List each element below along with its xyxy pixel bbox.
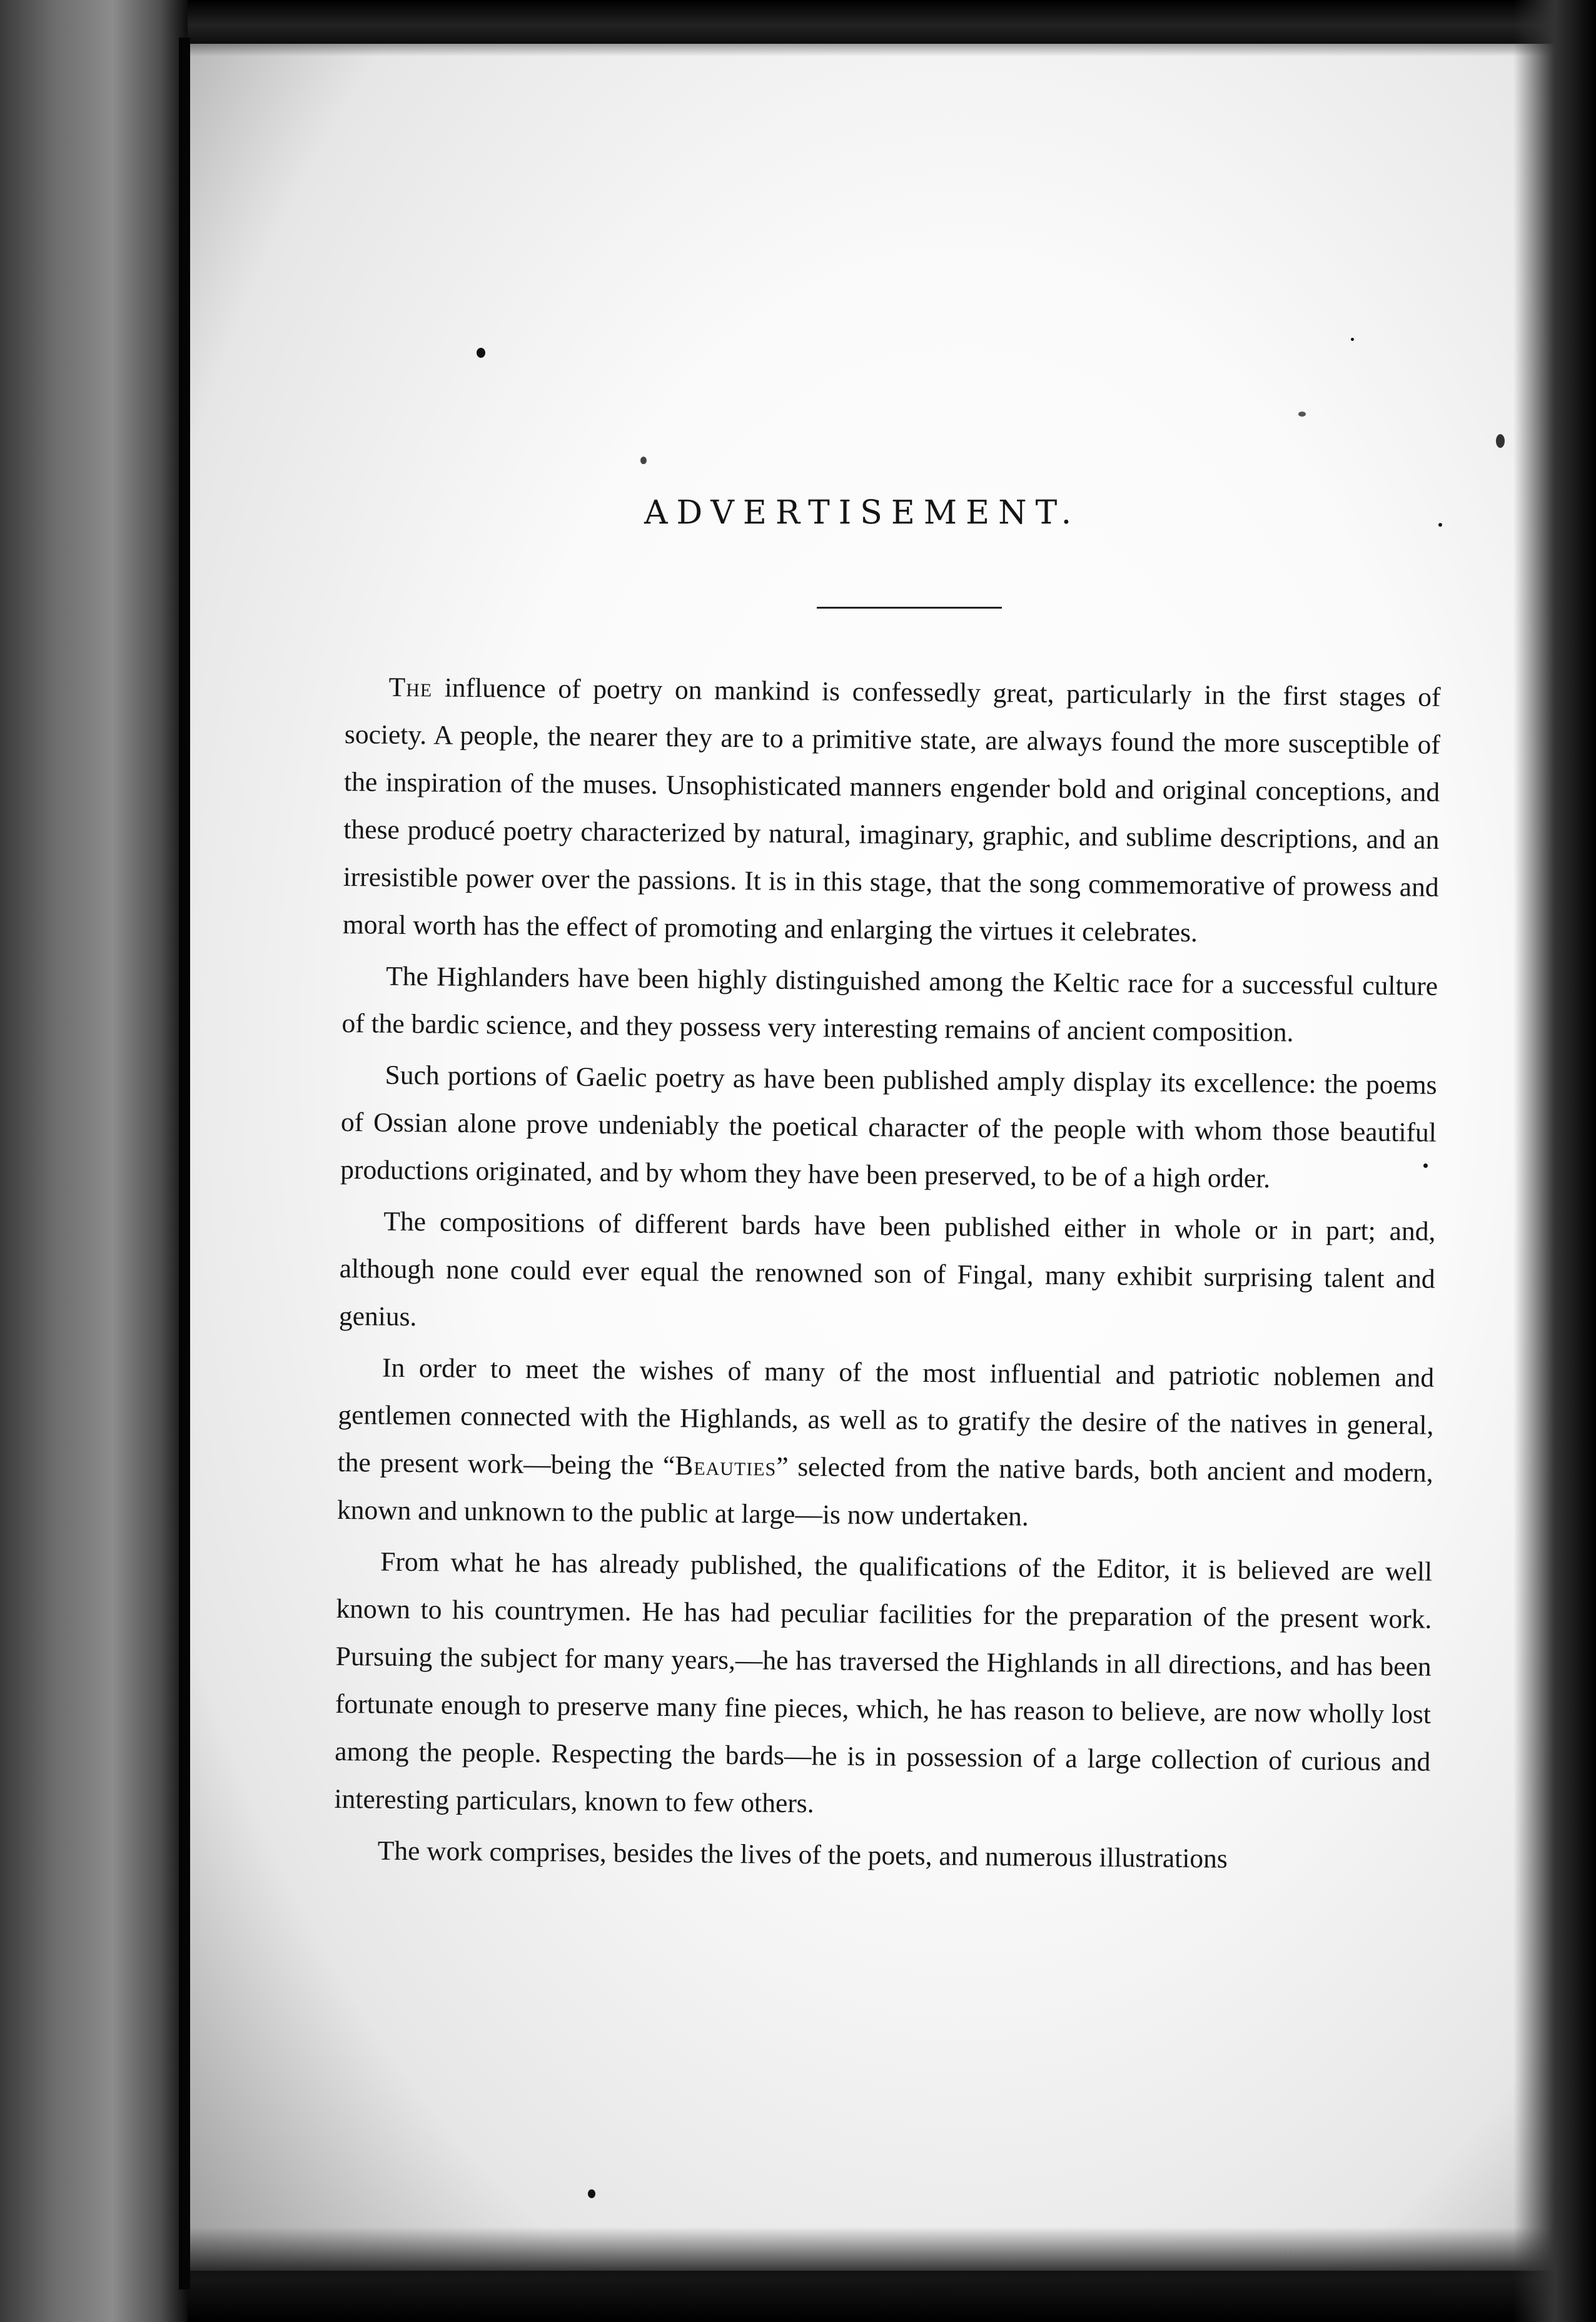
page-title: ADVERTISEMENT. [644,494,1081,532]
paragraph-5-text-after: ” selected from the native bards, both ancient and modern, known and unknown to the public at large—is now undertaken. [336,1451,1433,1532]
ink-speck [477,348,485,358]
ink-speck [1298,412,1306,417]
paragraph-2: The Highlanders have been highly distinguished among the Keltic race for a successful culture of the bardic science, and they possess very interesting remains of ancient composition. [341,961,1438,1048]
paragraph-4: The compositions of different bards have been published either in whole or in part; and, although none could ever equal the renowned son of Fingal, many exhibit surprising talent and genius. [338,1206,1436,1332]
title-rule [817,607,1002,609]
paragraph-5-emphasis: Beauties [675,1451,777,1482]
ink-speck [588,2189,595,2198]
paragraph-7: The work comprises, besides the lives of the poets, and numerous illustrations [377,1835,1228,1874]
gutter-line [179,38,190,2289]
paragraph-5-text-before: In order to meet the wishes of many of the most influential and patriotic noblemen and gentlemen connected with the Highlands, as well as to gratify the desire of the natives in general, the present work—being the “ [337,1352,1435,1481]
paragraph-1-lead: The [388,672,433,703]
paragraph-1 [343,663,1441,959]
paragraph-3: Such portions of Gaelic poetry as have been published amply display its excellence: the poems of Ossian alone prove undeniably the poetical character of the people with whom those beautiful productions originated, and by whom they have been preserved, to be of a high order. [340,1060,1437,1194]
ink-speck [1351,338,1354,341]
paragraph-6: From what he has already published, the qualifications of the Editor, it is believed are well known to his countrymen. He has had peculiar facilities for the preparation of the present work. Pursuing the subject for many years,—he has traversed the Highlands in all directions, and has been fortunate enough to preserve many fine pieces, which, he has reason to believe, are now wholly lost among the people. Respecting the bards—he is in possession of a large collection of curious and interesting particulars, known to few others. [334,1546,1433,1819]
paragraph-1-text: influence of poetry on mankind is confessedly great, particularly in the first stages of society. A people, the nearer they are to a primitive state, are always found the more susceptible of the inspiration of the muses. Unsophisticated manners engender bold and original conceptions, and these producé poetry characterized by natural, imaginary, graphic, and sublime descriptions, and an irresistible power over the passions. It is in this stage, that the song commemorative of prowess and moral worth has the effect of promoting and enlarging the virtues it celebrates. [342,672,1441,948]
right-edge-shadow [1513,0,1596,2322]
book-spine [0,0,188,2322]
ink-speck [640,457,647,464]
top-edge-shadow [188,0,1596,56]
body-text [333,663,1441,1889]
ink-speck [1438,523,1442,527]
bottom-edge-shadow [188,2227,1596,2322]
paragraph-5 [337,1344,1435,1544]
ink-speck [1496,434,1505,448]
